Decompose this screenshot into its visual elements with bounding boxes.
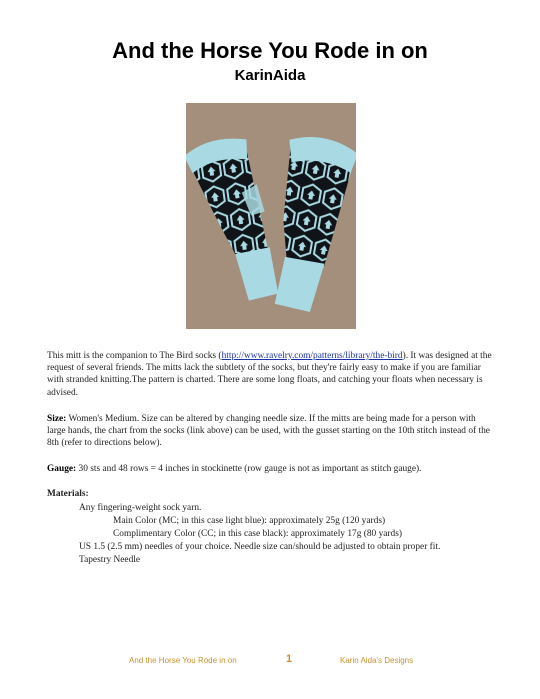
author-name: KarinAida [234,67,306,84]
materials-main-color: Main Color (MC; in this case light blue): approximately 25g (120 yards) [113,516,386,526]
pattern-title: And the Horse You Rode in on [112,38,428,63]
materials-needles: US 1.5 (2.5 mm) needles of your choice. Needle size can/should be adjusted to obtain proper fit. [79,542,441,552]
gauge-paragraph [47,463,494,475]
size-text: Women's Medium. Size can be altered by changing needle size. If the mitts are being made for a person with large hands, the chart from the socks (link above) can be used, with the gusset starting on the 10th stitch instead of the 8th (refer to directions below). [47,414,490,449]
materials-contrast-color: Complimentary Color (CC; in this case black): approximately 17g (80 yards) [113,529,403,539]
gauge-text: 30 sts and 48 rows = 4 inches in stockinette (row gauge is not as important as stitch gauge). [76,464,422,474]
materials-notions: Tapestry Needle [79,555,141,565]
footer-title: And the Horse You Rode in on [129,656,237,665]
intro-text: This mitt is the companion to The Bird socks ( [47,351,222,361]
page-number: 1 [286,653,293,665]
mitts-illustration [186,103,356,329]
intro-text-continued: ). It was designed at the request of several friends. The mitts lack the subtlety of the socks, but they're fairly easy to make if you are familiar with stranded knitting.The pattern is charted. There are some long floats, and catching your floats when necessary is advised. [47,351,492,398]
mitts-photo [186,103,356,329]
ravelry-link[interactable]: http://www.ravelry.com/patterns/library/the-bird [221,351,403,361]
materials-yarn: Any fingering-weight sock yarn. [79,503,202,513]
size-paragraph [47,413,494,450]
intro-paragraph [47,350,494,399]
footer-designer: Karin Aida's Designs [340,656,414,665]
gauge-label: Gauge: [47,464,77,474]
size-label: Size: [47,414,67,424]
materials-label: Materials: [47,489,89,499]
